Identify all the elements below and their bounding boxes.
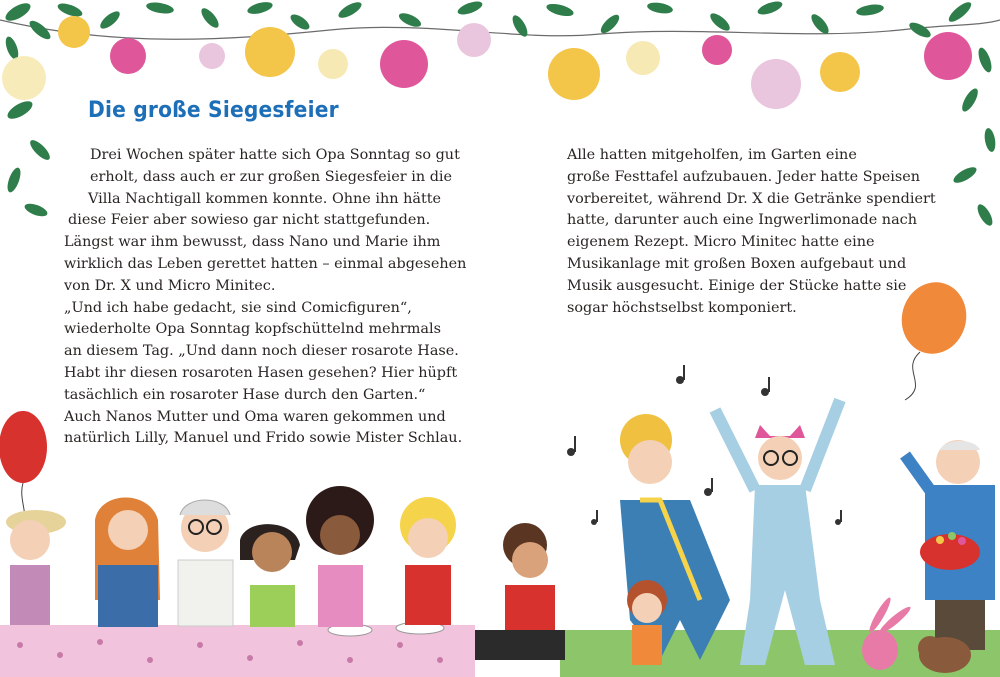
text-line: diese Feier aber sowieso gar nicht stattgefunden. <box>68 212 431 229</box>
right-text-column <box>567 145 936 319</box>
text-line: sogar höchstselbst komponiert. <box>567 299 797 316</box>
text-line: Längst war ihm bewusst, dass Nano und Marie ihm <box>64 234 441 251</box>
text-line: tasächlich ein rosaroter Hase durch den Garten.“ <box>64 386 426 403</box>
text-line: Musik ausgesucht. Einige der Stücke hatte sie <box>567 277 907 294</box>
text-line: von Dr. X und Micro Minitec. <box>64 277 276 294</box>
text-line: Alle hatten mitgeholfen, im Garten eine <box>567 147 857 163</box>
text-line: wiederholte Opa Sonntag kopfschüttelnd mehrmals <box>64 321 441 338</box>
party-table <box>0 622 475 677</box>
text-line: große Festtafel aufzubauen. Jeder hatte Speisen <box>567 168 921 185</box>
text-line: Musikanlage mit großen Boxen aufgebaut und <box>567 255 907 272</box>
text-line: vorbereitet, während Dr. X die Getränke spendiert <box>567 190 936 207</box>
dancing-guests <box>620 400 995 665</box>
text-line: Villa Nachtigall kommen konnte. Ohne ihn hätte <box>88 190 442 207</box>
text-line: an diesem Tag. „Und dann noch dieser rosarote Hase. <box>64 343 459 360</box>
page-title: Die große Siegesfeier <box>88 98 339 123</box>
text-line: hatte, darunter auch eine Ingwerlimonade nach <box>567 212 917 229</box>
left-text-column <box>64 145 467 450</box>
text-line: Auch Nanos Mutter und Oma waren gekommen und <box>64 408 446 425</box>
text-line: Habt ihr diesen rosaroten Hasen gesehen? Hier hüpft <box>64 364 458 381</box>
text-line: wirklich das Leben gerettet hatten – einmal abgesehen <box>64 255 467 272</box>
text-line: Drei Wochen später hatte sich Opa Sonntag so gut <box>90 147 460 163</box>
text-line: „Und ich habe gedacht, sie sind Comicfiguren“, <box>64 299 412 316</box>
text-line: eigenem Rezept. Micro Minitec hatte eine <box>567 234 875 251</box>
text-line: natürlich Lilly, Manuel und Frido sowie Mister Schlau. <box>64 430 463 447</box>
text-line: erholt, dass auch er zur großen Siegesfeier in die <box>90 168 453 185</box>
